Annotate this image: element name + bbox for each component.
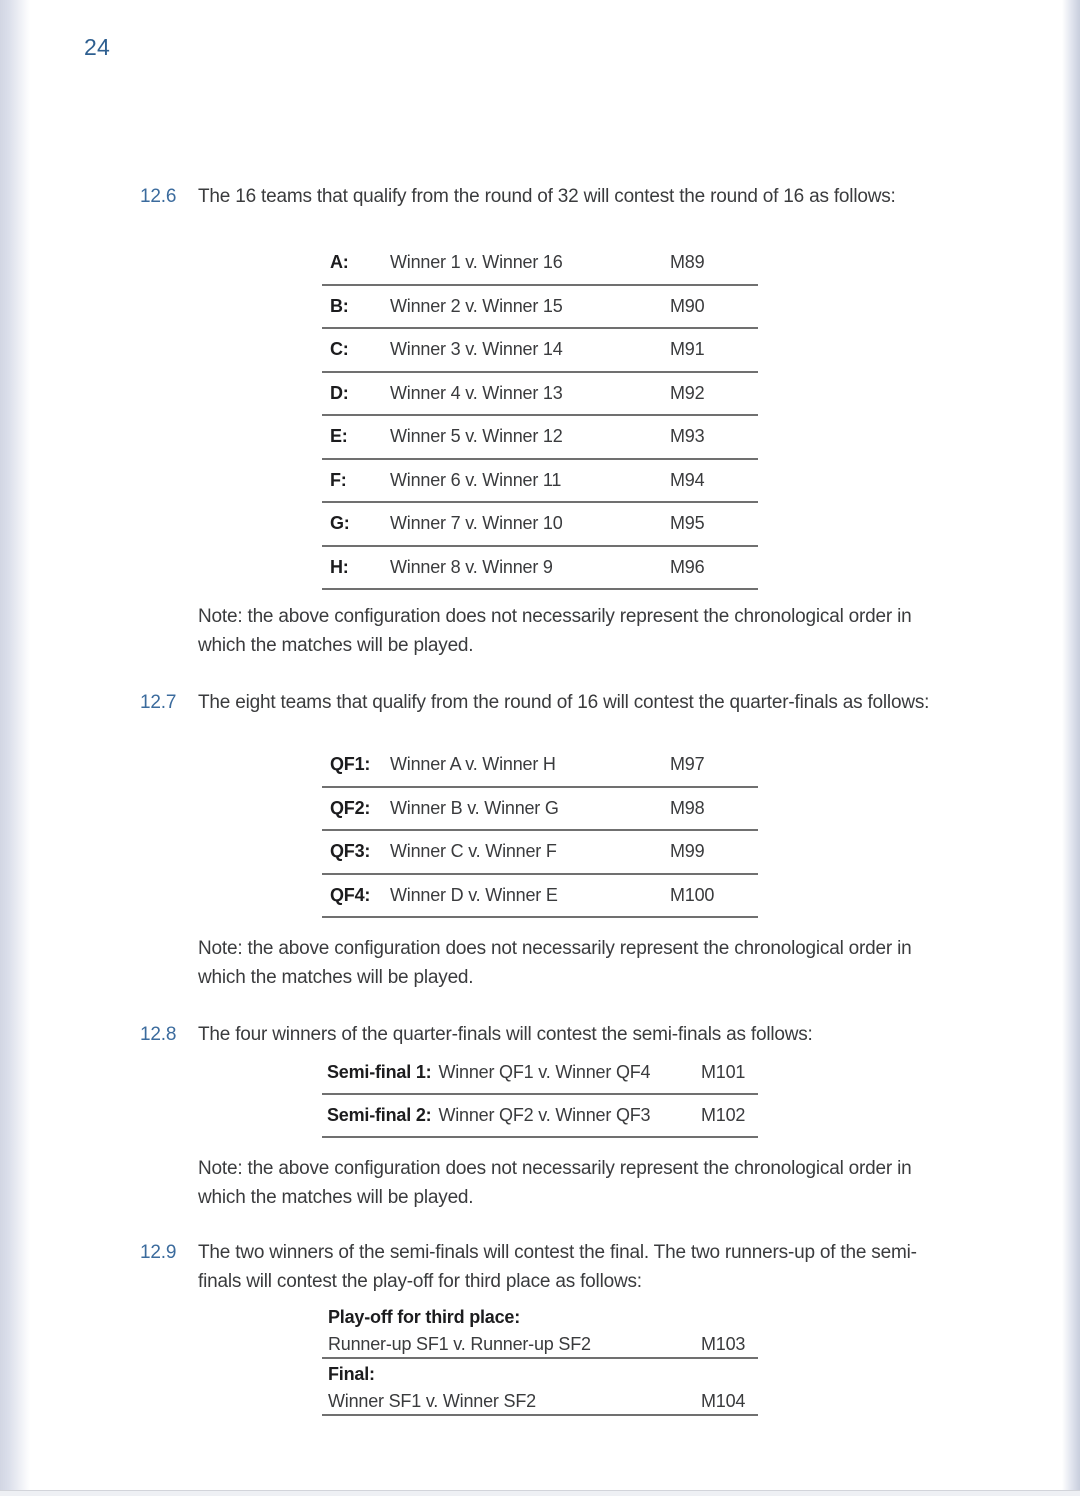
row-label: D: xyxy=(330,382,349,403)
section-12-7 xyxy=(140,688,950,717)
row-label: E: xyxy=(330,426,348,447)
page-number: 24 xyxy=(84,34,110,60)
table-row xyxy=(322,831,758,875)
table-row xyxy=(322,744,758,788)
row-code: M93 xyxy=(670,426,705,447)
table-row xyxy=(322,373,758,417)
row-code: M96 xyxy=(670,556,705,577)
section-text: The eight teams that qualify from the round of 16 will contest the quarter-finals as follows: xyxy=(198,692,930,713)
table-row xyxy=(322,1389,758,1416)
row-code: M101 xyxy=(701,1062,746,1082)
row-code: M104 xyxy=(701,1391,746,1411)
table-row xyxy=(322,875,758,919)
quarter-finals-table xyxy=(322,744,758,918)
row-match: Winner 8 v. Winner 9 xyxy=(390,556,553,577)
row-label: Semi-final 1: xyxy=(327,1062,432,1082)
row-code: M97 xyxy=(670,754,705,775)
row-label: Semi-final 2: xyxy=(327,1105,432,1125)
table-row xyxy=(322,1332,758,1359)
row-match: Winner 2 v. Winner 15 xyxy=(390,295,563,316)
page-right-edge-shadow xyxy=(1062,0,1080,1496)
row-code: M91 xyxy=(670,339,705,360)
note-paragraph: Note: the above configuration does not necessarily represent the chronological order in which the matches will be played. xyxy=(198,606,912,656)
row-match: Winner 7 v. Winner 10 xyxy=(390,513,563,534)
note-paragraph: Note: the above configuration does not necessarily represent the chronological order in which the matches will be played. xyxy=(198,1158,912,1208)
row-match: Winner QF1 v. Winner QF4 xyxy=(438,1062,651,1082)
section-12-8 xyxy=(140,1020,950,1049)
page-bottom-edge xyxy=(0,1490,1080,1496)
row-label: A: xyxy=(330,252,349,273)
table-row xyxy=(322,242,758,286)
row-label: F: xyxy=(330,469,347,490)
final-heading: Final: xyxy=(328,1364,375,1384)
section-12-6 xyxy=(140,182,950,211)
row-match: Winner 1 v. Winner 16 xyxy=(390,252,563,273)
row-label: QF2: xyxy=(330,797,371,818)
row-match: Runner-up SF1 v. Runner-up SF2 xyxy=(328,1334,591,1354)
row-match: Winner SF1 v. Winner SF2 xyxy=(328,1391,536,1411)
table-row xyxy=(322,788,758,832)
row-label: G: xyxy=(330,513,350,534)
table-row xyxy=(322,503,758,547)
row-match: Winner 5 v. Winner 12 xyxy=(390,426,563,447)
row-code: M103 xyxy=(701,1334,746,1354)
section-number: 12.6 xyxy=(140,186,177,207)
round-of-16-table xyxy=(322,242,758,590)
row-match: Winner D v. Winner E xyxy=(390,884,558,905)
row-code: M92 xyxy=(670,382,705,403)
section-text: The 16 teams that qualify from the round of 32 will contest the round of 16 as follows: xyxy=(198,186,896,207)
row-code: M90 xyxy=(670,295,705,316)
row-label: QF3: xyxy=(330,841,371,862)
table-row xyxy=(322,547,758,591)
row-code: M98 xyxy=(670,797,705,818)
row-label: QF4: xyxy=(330,884,371,905)
row-code: M100 xyxy=(670,884,715,905)
row-label: C: xyxy=(330,339,349,360)
row-match: Winner A v. Winner H xyxy=(390,754,556,775)
row-code: M94 xyxy=(670,469,705,490)
section-number: 12.7 xyxy=(140,692,177,713)
note-paragraph: Note: the above configuration does not necessarily represent the chronological order in which the matches will be played. xyxy=(198,938,912,988)
row-match: Winner QF2 v. Winner QF3 xyxy=(438,1105,651,1125)
section-12-9 xyxy=(140,1238,950,1296)
section-text: The four winners of the quarter-finals will contest the semi-finals as follows: xyxy=(198,1024,813,1045)
row-code: M99 xyxy=(670,841,705,862)
row-code: M95 xyxy=(670,513,705,534)
page-left-edge-shadow xyxy=(0,0,32,1496)
table-row xyxy=(322,1052,758,1095)
row-match: Winner C v. Winner F xyxy=(390,841,557,862)
row-match: Winner 6 v. Winner 11 xyxy=(390,469,562,490)
row-match: Winner 4 v. Winner 13 xyxy=(390,382,563,403)
row-match: Winner 3 v. Winner 14 xyxy=(390,339,563,360)
semi-finals-table xyxy=(322,1052,758,1138)
section-number: 12.8 xyxy=(140,1024,177,1045)
row-match: Winner B v. Winner G xyxy=(390,797,559,818)
row-code: M102 xyxy=(701,1105,746,1125)
table-row xyxy=(322,329,758,373)
table-row xyxy=(322,416,758,460)
table-row xyxy=(322,460,758,504)
section-number: 12.9 xyxy=(140,1242,177,1263)
playoff-heading: Play-off for third place: xyxy=(328,1307,521,1327)
row-label: QF1: xyxy=(330,754,371,775)
final-and-playoff-table xyxy=(322,1302,758,1416)
row-label: B: xyxy=(330,295,349,316)
row-label: H: xyxy=(330,556,349,577)
row-code: M89 xyxy=(670,252,705,273)
table-row xyxy=(322,1095,758,1138)
section-text: The two winners of the semi-finals will contest the final. The two runners-up of the semi-finals will contest the play-off for third place as follows: xyxy=(198,1242,917,1292)
table-row xyxy=(322,286,758,330)
